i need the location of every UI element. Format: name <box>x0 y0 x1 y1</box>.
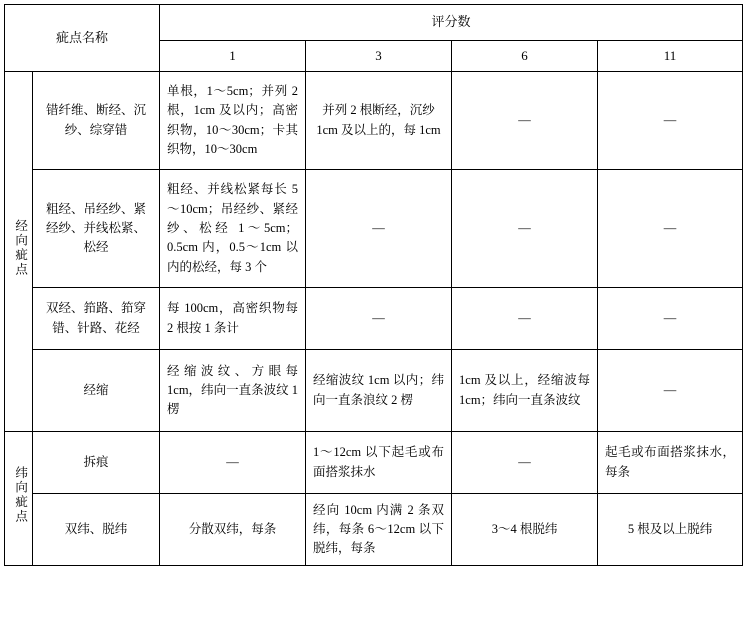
table-row <box>5 72 743 170</box>
category-warp-defects <box>5 72 33 432</box>
score-cell-11: — <box>598 72 743 170</box>
header-score-level-6: 6 <box>452 41 598 72</box>
score-cell-11: — <box>598 288 743 350</box>
table-row <box>5 432 743 494</box>
score-cell-3: 1～12cm 以下起毛或布面搭浆抹水 <box>306 432 452 494</box>
table-row <box>5 494 743 566</box>
category-label: 经向疵点 <box>13 219 28 278</box>
score-cell-11: 起毛或布面搭浆抹水，每条 <box>598 432 743 494</box>
score-cell-11: — <box>598 350 743 432</box>
score-cell-3: 并列 2 根断经，沉纱 1cm 及以上的，每 1cm <box>306 72 452 170</box>
defect-name-cell: 双经、筘路、筘穿错、针路、花经 <box>33 288 160 350</box>
header-score: 评分数 <box>160 5 743 41</box>
score-cell-1: 经缩波纹、方眼每 1cm，纬向一直条波纹 1 楞 <box>160 350 306 432</box>
header-score-level-3: 3 <box>306 41 452 72</box>
table-row <box>5 170 743 288</box>
score-cell-3: — <box>306 288 452 350</box>
defect-name-cell: 经缩 <box>33 350 160 432</box>
score-cell-6: — <box>452 170 598 288</box>
score-cell-1: 单根，1～5cm；并列 2 根，1cm 及以内；高密织物，10～30cm；卡其织物，10～30cm <box>160 72 306 170</box>
score-cell-6: 1cm 及以上，经缩波每 1cm；纬向一直条波纹 <box>452 350 598 432</box>
score-cell-11: 5 根及以上脱纬 <box>598 494 743 566</box>
score-cell-11: — <box>598 170 743 288</box>
header-score-level-11: 11 <box>598 41 743 72</box>
score-cell-6: — <box>452 432 598 494</box>
table-row <box>5 350 743 432</box>
score-cell-6: 3～4 根脱纬 <box>452 494 598 566</box>
header-defect-name: 疵点名称 <box>5 5 160 72</box>
header-score-level-1: 1 <box>160 41 306 72</box>
table-row <box>5 288 743 350</box>
defect-name-cell: 错纤维、断经、沉纱、综穿错 <box>33 72 160 170</box>
score-cell-1: 每 100cm，高密织物每 2 根按 1 条计 <box>160 288 306 350</box>
defect-name-cell: 粗经、吊经纱、紧经纱、并线松紧、松经 <box>33 170 160 288</box>
category-weft-defects <box>5 432 33 566</box>
score-cell-3: — <box>306 170 452 288</box>
score-cell-3: 经缩波纹 1cm 以内；纬向一直条浪纹 2 楞 <box>306 350 452 432</box>
score-cell-6: — <box>452 288 598 350</box>
table-header-row-1 <box>5 5 743 41</box>
category-label: 纬向疵点 <box>13 466 28 525</box>
score-cell-3: 经向 10cm 内满 2 条双纬，每条 6～12cm 以下脱纬，每条 <box>306 494 452 566</box>
score-cell-1: 粗经、并线松紧每长 5～10cm；吊经纱、紧经纱、松经 1～5cm；0.5cm 内，0.5～1cm 以内的松经，每 3 个 <box>160 170 306 288</box>
score-cell-1: — <box>160 432 306 494</box>
score-cell-6: — <box>452 72 598 170</box>
defect-score-table <box>4 4 743 566</box>
score-cell-1: 分散双纬，每条 <box>160 494 306 566</box>
defect-name-cell: 拆痕 <box>33 432 160 494</box>
defect-name-cell: 双纬、脱纬 <box>33 494 160 566</box>
